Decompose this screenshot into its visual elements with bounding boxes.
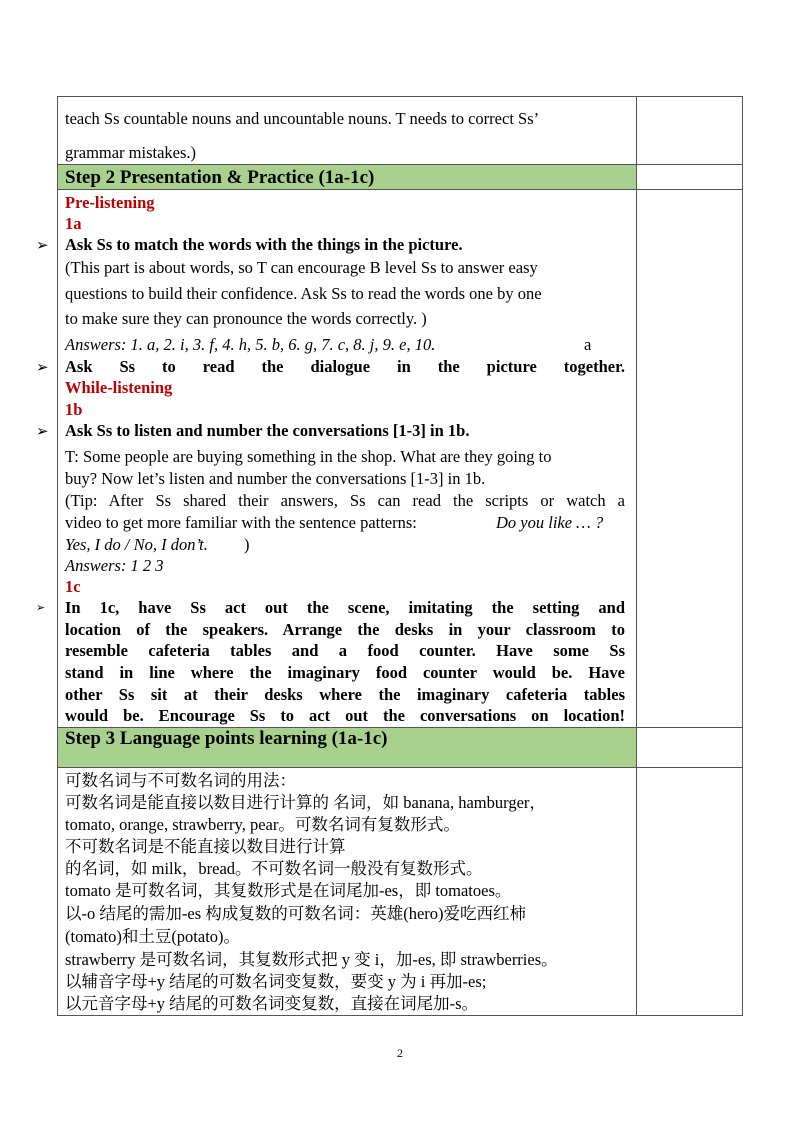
answers-1a: Answers: 1. a, 2. i, 3. f, 4. h, 5. b, 6. g, 7. c, 8. j, 9. e, 10. <box>65 335 436 354</box>
section-1c-label: 1c <box>65 577 81 596</box>
instruction-read: Ask Ss to read the dialogue in the picture together. <box>65 357 625 376</box>
instruction-1b: Ask Ss to listen and number the conversations [1-3] in 1b. <box>65 421 470 440</box>
column-divider <box>636 97 637 1015</box>
instruction-1c-line: In 1c, have Ss act out the scene, imitating the setting and <box>65 598 625 617</box>
tip-close: ) <box>244 535 250 554</box>
t-1b-line: T: Some people are buying something in the shop. What are they going to <box>65 447 552 466</box>
grammar-line: 可数名词是能直接以数目进行计算的 名词，如 banana, hamburger， <box>65 793 546 812</box>
grammar-line: tomato, orange, strawberry, pear。可数名词有复数形式。 <box>65 815 460 834</box>
instruction-1c-line: other Ss sit at their desks where the imaginary cafeteria tables <box>65 685 625 704</box>
grammar-line: 以辅音字母+y 结尾的可数名词变复数，要变 y 为 i 再加-es; <box>65 972 487 991</box>
note-1a-line: to make sure they can pronounce the words correctly. ) <box>65 309 427 328</box>
instruction-1c-line: stand in line where the imaginary food counter would be. Have <box>65 663 625 682</box>
tip-line: (Tip: After Ss shared their answers, Ss can read the scripts or watch a <box>65 491 625 510</box>
grammar-line: 不可数名词是不能直接以数目进行计算 <box>65 837 346 856</box>
bullet-arrow-icon: ➢ <box>36 236 49 254</box>
while-listening-heading: While-listening <box>65 378 173 397</box>
instruction-1c-line: location of the speakers. Arrange the desks in your classroom to <box>65 620 625 639</box>
grammar-line: 的名词，如 milk，bread。不可数名词一般没有复数形式。 <box>65 859 483 878</box>
step3-title: Step 3 Language points learning (1a-1c) <box>65 728 388 749</box>
grammar-line: 以元音字母+y 结尾的可数名词变复数，直接在词尾加-s。 <box>65 994 479 1013</box>
grammar-line: tomato 是可数名词，其复数形式是在词尾加-es，即 tomatoes。 <box>65 881 512 900</box>
pre-listening-heading: Pre-listening <box>65 193 155 212</box>
answers-1a-tail: a <box>584 335 592 354</box>
row-divider <box>58 767 742 768</box>
bullet-arrow-icon: ➢ <box>36 601 46 614</box>
tip-line: video to get more familiar with the sentence patterns: <box>65 513 417 532</box>
intro-line: teach Ss countable nouns and uncountable nouns. T needs to correct Ss’ <box>65 109 540 128</box>
row-divider <box>58 189 742 190</box>
grammar-line: strawberry 是可数名词，其复数形式把 y 变 i，加-es, 即 strawberries。 <box>65 950 558 969</box>
instruction-1a: Ask Ss to match the words with the things in the picture. <box>65 235 463 254</box>
grammar-line: (tomato)和土豆(potato)。 <box>65 927 241 946</box>
grammar-line: 可数名词与不可数名词的用法： <box>65 771 296 790</box>
instruction-1c-line: would be. Encourage Ss to act out the conversations on location! <box>65 706 625 725</box>
answers-1b: Answers: 1 2 3 <box>65 556 164 575</box>
section-1a-label: 1a <box>65 214 82 233</box>
section-1b-label: 1b <box>65 400 83 419</box>
intro-line: grammar mistakes.) <box>65 143 197 162</box>
step2-title: Step 2 Presentation & Practice (1a-1c) <box>65 167 375 188</box>
tip-pattern: Yes, I do / No, I don’t. <box>65 535 208 554</box>
instruction-1c-line: resemble cafeteria tables and a food counter. Have some Ss <box>65 641 625 660</box>
bullet-arrow-icon: ➢ <box>36 358 49 376</box>
page-number: 2 <box>397 1046 403 1060</box>
bullet-arrow-icon: ➢ <box>36 422 49 440</box>
note-1a-line: (This part is about words, so T can encourage B level Ss to answer easy <box>65 258 538 277</box>
grammar-line: 以-o 结尾的需加-es 构成复数的可数名词：英雄(hero)爱吃西红柿 <box>65 904 527 923</box>
tip-pattern: Do you like … ? <box>496 513 604 532</box>
t-1b-line: buy? Now let’s listen and number the conversations [1-3] in 1b. <box>65 469 486 488</box>
note-1a-line: questions to build their confidence. Ask Ss to read the words one by one <box>65 284 542 303</box>
